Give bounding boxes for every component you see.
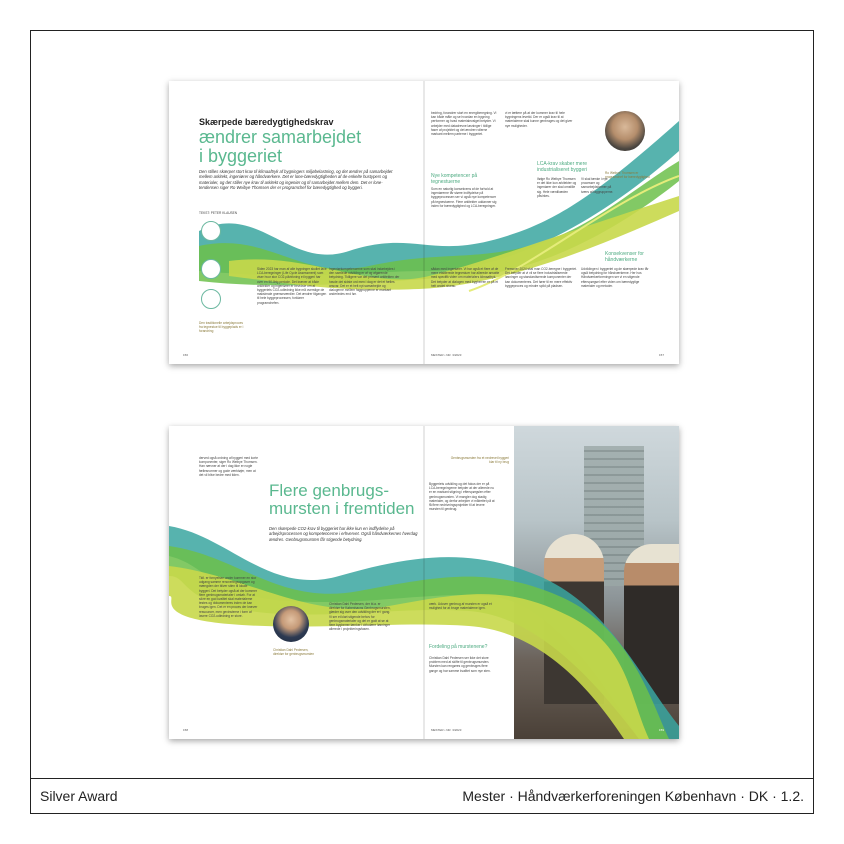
subhead-haandvaerkere: Konsekvenser for håndværkerne — [605, 251, 644, 263]
folio-right: 157 — [659, 353, 665, 357]
helmet-icon — [201, 259, 221, 279]
subhead-mursten: Fordeling på murstenene? — [429, 644, 488, 650]
body-col-8: Vi skal tænke i nye processer og samarbejdsformer på tværs af faggrupperne. — [581, 177, 614, 194]
folio2-left: 158 — [183, 728, 189, 732]
photo-caption: Genbrugsmursten fra et nedrevet byggeri klar til ny brug — [450, 456, 509, 464]
body-col-p2: Tidl. er fornyelsen ander kommer en stor udgang samme renoveringsopgaver og mængden der bliver stien til lokale byggeri. Det betyder også at der kommer flere genbrugsmaterialer i omløb. For at sikre en god kvalitet skal materialerne testes og dokumenteres inden de kan bruges igen. Det er en proces der kræver ressourcer, men gevinsterne i form af lavere CO2-udledning er store. — [199, 576, 258, 618]
magazine-spread-bottom — [169, 426, 679, 739]
body-col-9: Udviklingen i byggeriet og de skærpede krav får også betydning for håndværkerne. Her hos Håndværkerforeningen ser vi en stigende efterspørgsel efter viden om bæredygtige materialer og metoder. — [581, 267, 649, 288]
kicker: Skærpede bæredygtighedskrav — [199, 117, 334, 127]
headline2-line1: Flere genbrugs- — [269, 481, 390, 500]
byline: TEKST: PETER KLAUSEN — [199, 211, 238, 215]
portrait-caption: Ro Weibye Thomsen er programchef for bæredygtighed — [605, 171, 650, 179]
folio-center: MESTER • NR. 3/2023 — [431, 353, 462, 357]
body-col-p4: værk. Udover genbrug af mursten er også et mulighed for at bruge materialerne igen. — [429, 602, 492, 611]
magazine-spread-top — [169, 81, 679, 364]
portrait2-caption: Christian Dahl Pedersen, direktør for genbrugsmursten — [273, 648, 315, 656]
body-col-3: bedring, forandrer stort en energiberegning. Vi kan både måle og se hvordan en bygning performer og hvad materialevalget betyder. Vi arbejder med datadrevne løsninger i tidlige faser af projektet og det ændrer rollerne markant mellem parterne i byggeriet. — [431, 111, 497, 137]
builder-icon — [201, 289, 221, 309]
body-col-7: Ifølge Ro Weibye Thomsen er det ikke kun arkitekter og ingeniører der skal omstille sig. Hele værdikæden påvirkes. — [537, 177, 577, 198]
headline-line1: ændrer samarbejdet — [199, 127, 362, 147]
worker-icon — [201, 221, 221, 241]
body-col-4: sådan med ingeniører. Vi har også et flere af de mere etablerede tegnestuer har allerede ansatte med specifik viden om materialers klimaaftryk. Det betyder at dialogen med bygherren er på et helt andet niveau. — [431, 267, 500, 288]
body-col-1: Siden 2023 har man af alle bygninger skullet lave LCA-beregninger (Life Cycle Assessment) som viser hvor stor CO2-påvirkning et byggeri har over en 50-årig periode. Det kræver at både arkitekter og ingeniører er bevidste om at byggeriets CO2-udledning ikke må overstige de maksimale grænseværdier. Det ændrer tilgangen til hele byggeprocessen, forklarer programchefen. — [257, 267, 327, 305]
folio2-right: 159 — [659, 728, 665, 732]
subhead-kompetencer: Nye kompetencer på tegnestuerne — [431, 173, 478, 185]
portrait-photo — [605, 111, 645, 151]
folio-left: 156 — [183, 353, 189, 357]
credit-label: Mester · Håndværkerforeningen København · DK · 1.2. — [462, 788, 804, 804]
intro-text: Den stilles skærpet stort krav til klimaaftryk af bygningers miljøbelastning, og det ændrer på samarbejdet mellem arkitekt, ingeniører og håndværkere. Det er lone-bæredygtigheden af de enkelte hustypers og materialer, og det stiller nye krav til arkitekt og ingeniør og til samarbejdet mellem dem. Det er lone-tendensen siger Ro Weibye Thomsen der er programchef for bæredygtighed og byggeri. — [199, 169, 393, 191]
award-label: Silver Award — [40, 788, 118, 804]
body-col-p6: Byggeriets udvikling og det fokus der er på LCA-beregningerne betyder at der allerede nu er en markant stigning i efterspørgslen efter genbrugsmursten. Vi mangler dog stadig materialer, og derfor arbejder vi målrettet på at få flere nedrivningsprojekter til at levere mursten til genbrug. — [429, 482, 495, 512]
body-col-p3: Christian Dahl Pedersen, der bl.a. er direktør for Københavns Genbrugsmursten, glæder sig over den udvikling der er i gang. Vi ser et klart stigende behov for genbrugsmaterialer og det er godt at se at flere bygherrer tænker i cirkulære løsninger allerede i projekteringsfasen. — [329, 602, 391, 632]
gutter-2 — [423, 426, 425, 739]
body-col-3b: Som en naturlig konsekvens af de forhold at ingeniørerne får større indflydelse på byggeprocessen ser vi også nye kompetencer på tegnestuerne. Flere arkitekter uddanner sig inden for bæredygtighed og LCA-beregninger. — [431, 187, 497, 208]
portrait2-photo — [273, 606, 309, 642]
body-col-p5: Christian Dahl Pedersen ser ikke det store problem med at skifte til genbrugsmursten. Mursten kan rengøres og genbruges flere gange og har samme kvalitet som nye sten. — [429, 656, 491, 673]
folio2-center: MESTER • NR. 3/2023 — [431, 728, 462, 732]
left-caption: Den traditionelle arbejdsproces fra tegnestue til byggeplads er i forandring — [199, 321, 244, 333]
body-col-5: Fremover 2024 skal man CO2-beregne i byggeriet. Det betyder at vi vil se flere industrialiserede løsninger og standardiserede komponenter der kan dokumenteres. Det fører til en mere effektiv byggeproces og mindre spild på pladsen. — [505, 267, 577, 288]
body-col-2: Ingeniørkompetencerne som skal indarbejdes i den samlede udvikling er af og afgørende betydning. Tidligere var det primært arkitekten der havde det sidste ord men i dag er det et fælles ansvar. Det er et helt nyt samarbejde og dialogerne mellem faggrupperne er markant anderledes end før. — [329, 267, 400, 297]
deck-text: Den skærpede CO2-krav til byggeriet har ikke kun en indflydelse på arbejdsprocessen og kompetencerne i erhvervet. Også håndværkernes hverdag ændres. Genbrugsmursten får stigende betydning. — [269, 526, 418, 542]
body-col-p1: derved også ordning af byggeri med korte komponenter, siger Ro Weibye Thomsen. Han nævner at der i dag ikke er nogle fællesnormer og gode værktøjer, men at det vil blive bedre med tiden. — [199, 456, 259, 477]
footer-divider — [30, 778, 814, 779]
subhead-lca: LCA-krav skaber mere industrialiseret byggeri — [537, 161, 588, 173]
headline-line2: i byggeriet — [199, 146, 283, 166]
gutter — [423, 81, 425, 364]
headline2-line2: mursten i fremtiden — [269, 499, 415, 518]
body-col-6: vi er tættere på at der kommer krav til hele bygningens levetid. Der er også krav til at materialerne skal kunne genbruges og det giver nye muligheder. — [505, 111, 573, 128]
